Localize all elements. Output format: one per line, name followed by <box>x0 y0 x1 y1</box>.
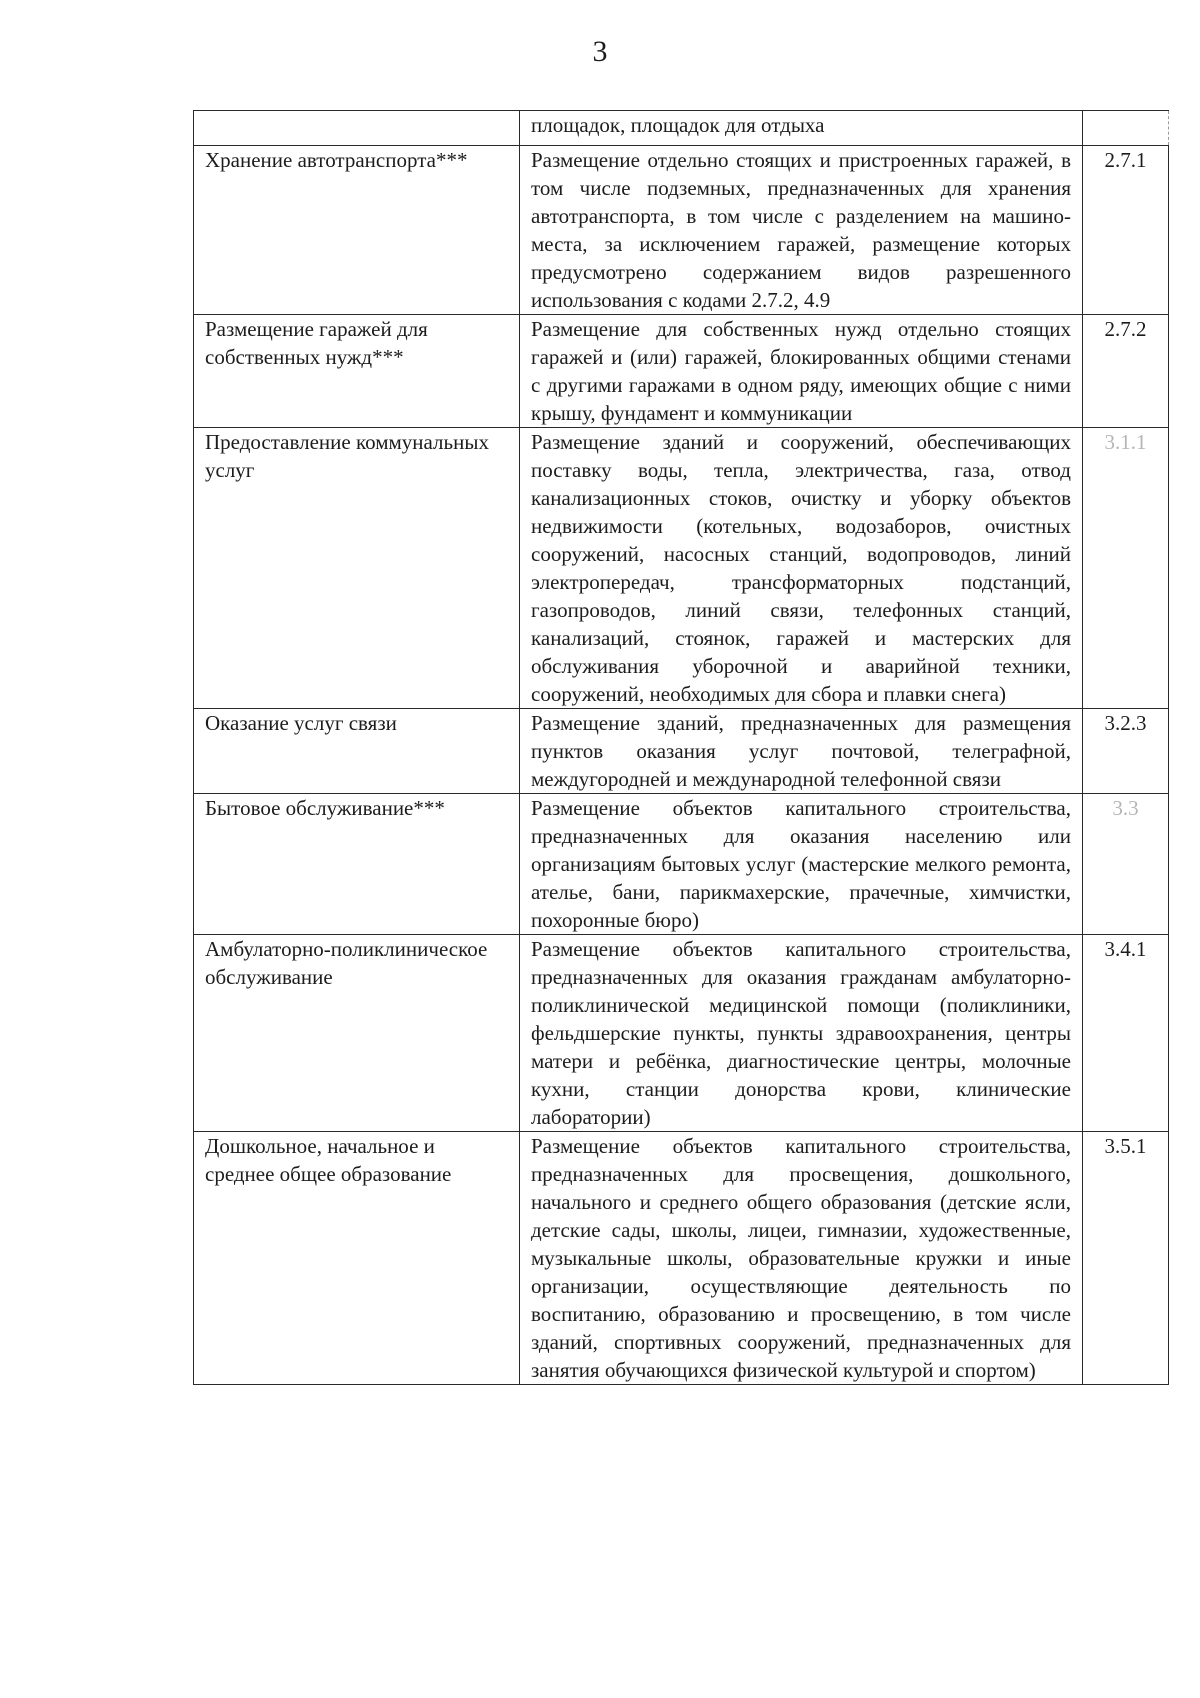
use-type-description: Размещение объектов капитального строительства, предназначенных для оказания гражданам амбулаторно-поликлинической медицинской помощи (поликлиники, фельдшерские пункты, пункты здравоохранения, центры матери и ребёнка, диагностические центры, молочные кухни, станции донорства крови, клинические лаборатории) <box>520 935 1083 1132</box>
use-type-code: 2.7.1 <box>1083 146 1169 315</box>
use-type-description: Размещение для собственных нужд отдельно стоящих гаражей и (или) гаражей, блокированных общими стенами с другими гаражами в одном ряду, имеющих общие с ними крышу, фундамент и коммуникации <box>520 315 1083 428</box>
use-type-code: 3.2.3 <box>1083 709 1169 794</box>
use-type-name: Амбулаторно-поликлиническое обслуживание <box>194 935 520 1132</box>
use-type-name: Бытовое обслуживание*** <box>194 794 520 935</box>
use-type-name: Хранение автотранспорта*** <box>194 146 520 315</box>
use-type-name: Дошкольное, начальное и среднее общее образование <box>194 1132 520 1385</box>
table-row <box>194 1132 1169 1385</box>
table-row <box>194 146 1169 315</box>
use-type-name: Размещение гаражей для собственных нужд*** <box>194 315 520 428</box>
use-type-code: 3.1.1 <box>1083 428 1169 709</box>
use-type-description: Размещение зданий и сооружений, обеспечивающих поставку воды, тепла, электричества, газа, отвод канализационных стоков, очистку и уборку объектов недвижимости (котельных, водозаборов, очистных сооружений, насосных станций, водопроводов, линий электропередач, трансформаторных подстанций, газопроводов, линий связи, телефонных станций, канализаций, стоянок, гаражей и мастерских для обслуживания уборочной и аварийной техники, сооружений, необходимых для сбора и плавки снега) <box>520 428 1083 709</box>
use-type-name: Оказание услуг связи <box>194 709 520 794</box>
table-row <box>194 709 1169 794</box>
table-row <box>194 794 1169 935</box>
use-type-code: 3.4.1 <box>1083 935 1169 1132</box>
use-type-description: Размещение отдельно стоящих и пристроенных гаражей, в том числе подземных, предназначенных для хранения автотранспорта, в том числе с разделением на машино-места, за исключением гаражей, размещение которых предусмотрено содержанием видов разрешенного использования с кодами 2.7.2, 4.9 <box>520 146 1083 315</box>
land-use-table <box>193 110 1169 1385</box>
use-type-code: 2.7.2 <box>1083 315 1169 428</box>
page-number: 3 <box>592 35 608 68</box>
use-type-code: 3.3 <box>1083 794 1169 935</box>
use-type-description: Размещение объектов капитального строительства, предназначенных для оказания населению или организациям бытовых услуг (мастерские мелкого ремонта, ателье, бани, парикмахерские, прачечные, химчистки, похоронные бюро) <box>520 794 1083 935</box>
use-type-description: Размещение объектов капитального строительства, предназначенных для просвещения, дошкольного, начального и среднего общего образования (детские ясли, детские сады, школы, лицеи, гимназии, художественные, музыкальные школы, образовательные кружки и иные организации, осуществляющие деятельность по воспитанию, образованию и просвещению, в том числе зданий, спортивных сооружений, предназначенных для занятия обучающихся физической культурой и спортом) <box>520 1132 1083 1385</box>
use-type-name <box>194 111 520 146</box>
use-type-description: Размещение зданий, предназначенных для размещения пунктов оказания услуг почтовой, телеграфной, междугородней и международной телефонной связи <box>520 709 1083 794</box>
use-type-code: 3.5.1 <box>1083 1132 1169 1385</box>
use-type-code <box>1083 111 1169 146</box>
use-type-description: площадок, площадок для отдыха <box>520 111 1083 146</box>
use-type-name: Предоставление коммунальных услуг <box>194 428 520 709</box>
table-row <box>194 111 1169 146</box>
table-row <box>194 315 1169 428</box>
table-row <box>194 428 1169 709</box>
table-row <box>194 935 1169 1132</box>
